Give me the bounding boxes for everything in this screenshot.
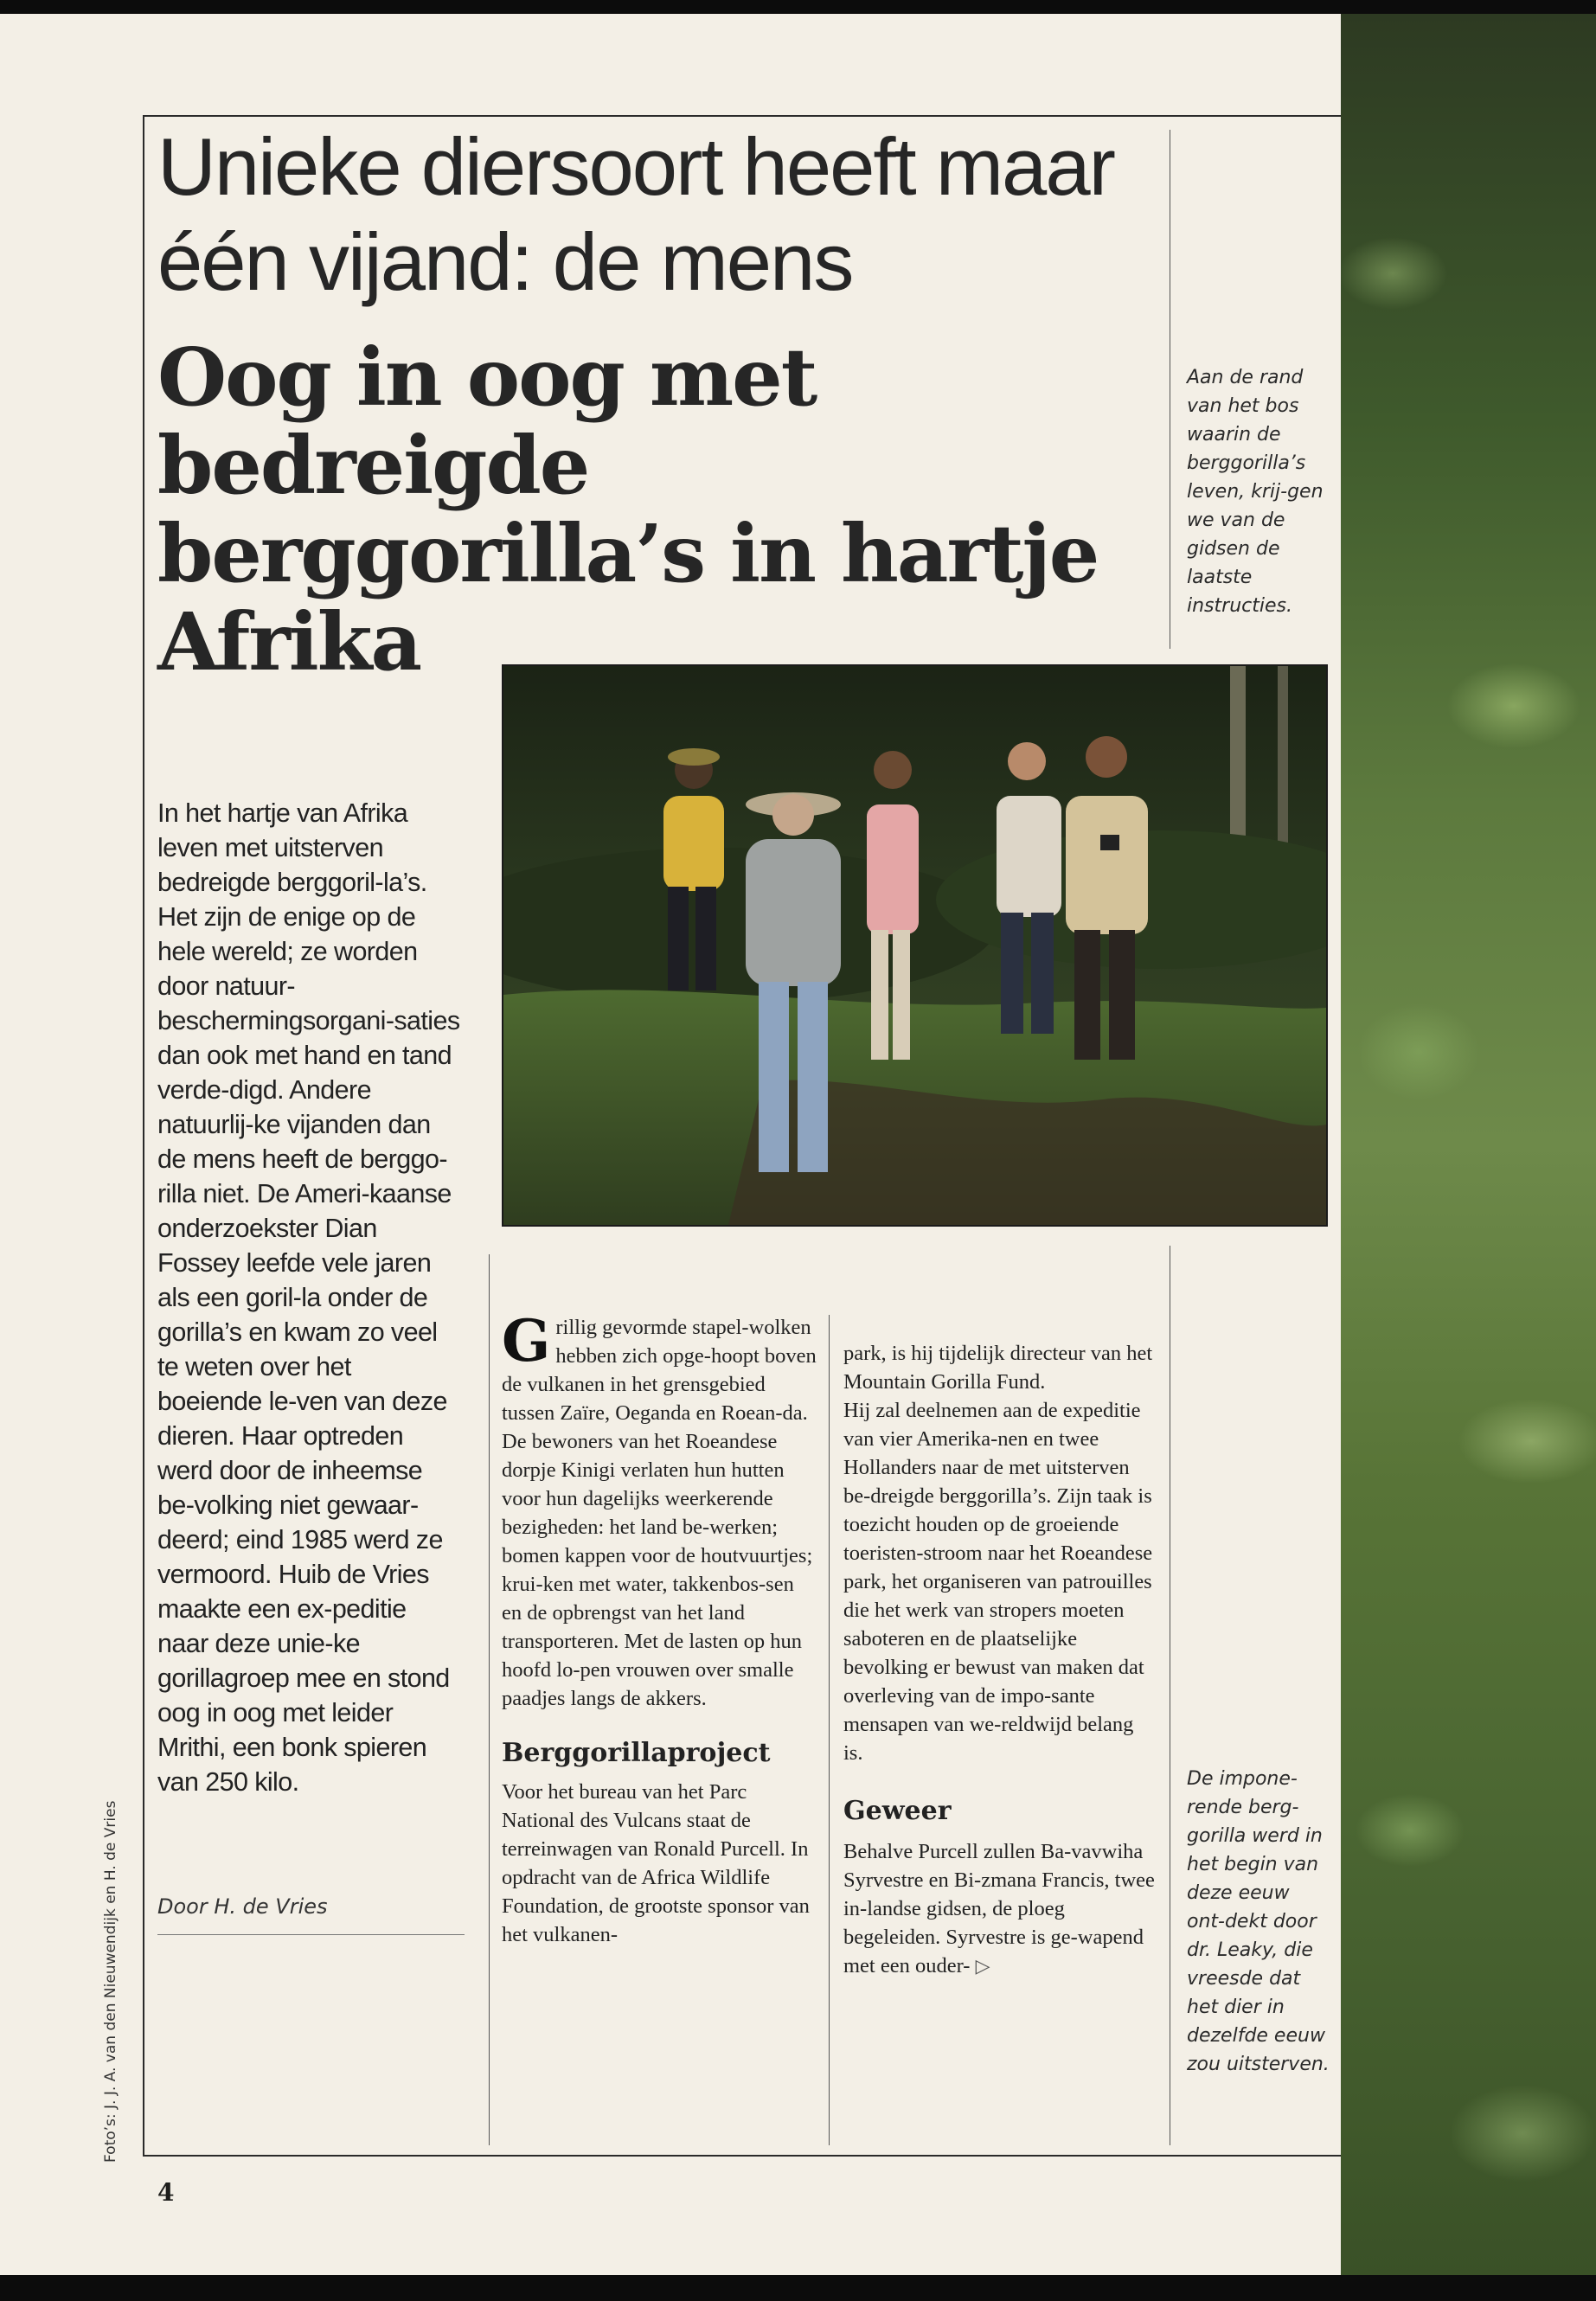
bottom-border [0, 2275, 1596, 2301]
article-title: Oog in oog met bedreigde berggorilla’s in hartje Afrika [157, 330, 1099, 689]
article-column-2 [843, 1339, 1157, 1981]
photo-credit: Foto’s: J. J. A. van den Nieuwendijk en H. de Vries [102, 1800, 119, 2163]
subhead-geweer: Geweer [843, 1796, 952, 1826]
byline-rule [157, 1934, 465, 1935]
column-1-paragraph-2: Voor het bureau van het Parc National des Vulcans staat de terreinwagen van Ronald Purcell. In opdracht van de Africa Wildlife Foundation, de grootste sponsor van het vulkanen- [502, 1780, 810, 1946]
subhead-berggorillaproject: Berggorillaproject [502, 1738, 771, 1768]
column-2-paragraph-3 [843, 1837, 1157, 1981]
drop-cap: G [502, 1307, 551, 1375]
expedition-photo-image [503, 666, 1326, 1225]
photo-caption-bottom: De impone-rende berg-gorilla werd in het begin van deze eeuw ont-dekt door dr. Leaky, die vreesde dat het dier in dezelfde eeuw zou uitsterven. [1187, 1768, 1330, 2075]
column-1-paragraph-1: rillig gevormde stapel-wolken hebben zich opge-hoopt boven de vulkanen in het grensgebied tussen Zaïre, Oeganda en Roean-da. De bewoners van het Roeandese dorpje Kinigi verlaten hun hutten voor hun dagelijks weerkerende bezigheden: het land be-werken; bomen kappen voor de houtvuurtjes; krui-ken met water, takkenbos-sen en de opbrengst van het land transporteren. Met de lasten op hun hoofd lo-pen vrouwen over smalle paadjes langs de akkers. [502, 1316, 817, 1710]
column-divider-1 [489, 1254, 490, 2145]
foliage-photo-strip [1341, 14, 1596, 2275]
frame-bottom-rule [143, 2155, 1341, 2157]
photo-caption-top: Aan de rand van het bos waarin de berggorilla’s leven, krij-gen we van de gidsen de laatste instructies. [1187, 367, 1324, 617]
top-border [0, 0, 1596, 14]
column-2-paragraph-1: park, is hij tijdelijk directeur van het Mountain Gorilla Fund. [843, 1342, 1153, 1394]
column-2-paragraph-3-text: Behalve Purcell zullen Ba-vavwiha Syrvestre en Bi-zmana Francis, twee in-landse gidsen, de ploeg begeleiden. Syrvestre is ge-wapend met een ouder- [843, 1840, 1155, 1977]
column-2-paragraph-2: Hij zal deelnemen aan de expeditie van vier Amerika-nen en twee Hollanders naar de met uitsterven be-dreigde berggorilla’s. Zijn taak is toezicht houden op de groeiende toeristen-stroom naar het Roeandese park, het organiseren van patrouilles die het werk van stropers moeten saboteren en de plaatselijke bevolking er bewust van maken dat overleving van de impo-sante mensapen van we-reldwijd belang is. [843, 1399, 1153, 1765]
frame-top-rule [143, 115, 1341, 117]
byline: Door H. de Vries [157, 1894, 328, 1919]
expedition-photo [502, 664, 1328, 1227]
triangle-right-icon: ▷ [975, 1956, 990, 1977]
intro-text: In het hartje van Afrika leven met uitsterven bedreigde berggoril-la’s. Het zijn de enige op de hele wereld; ze worden door natuur-beschermingsorgani-saties dan ook met hand en tand verde-digd. Andere natuurlij-ke vijanden dan de mens heeft de berggo-rilla niet. De Ameri-kaanse onderzoekster Dian Fossey leefde vele jaren als een goril-la onder de gorilla’s en kwam zo veel te weten over het boeiende le-ven van deze dieren. Haar optreden werd door de inheemse be-volking niet gewaar-deerd; eind 1985 werd ze vermoord. Huib de Vries maakte een ex-peditie naar deze unie-ke gorillagroep mee en stond oog in oog met leider Mrithi, een bonk spieren van 250 kilo. [157, 798, 460, 1797]
column-divider-2 [829, 1315, 830, 2145]
page-number: 4 [157, 2178, 175, 2207]
headline: Unieke diersoort heeft maar één vijand: de mens [157, 121, 1114, 307]
frame-left-rule [143, 115, 144, 2155]
article-column-1 [502, 1307, 817, 1949]
